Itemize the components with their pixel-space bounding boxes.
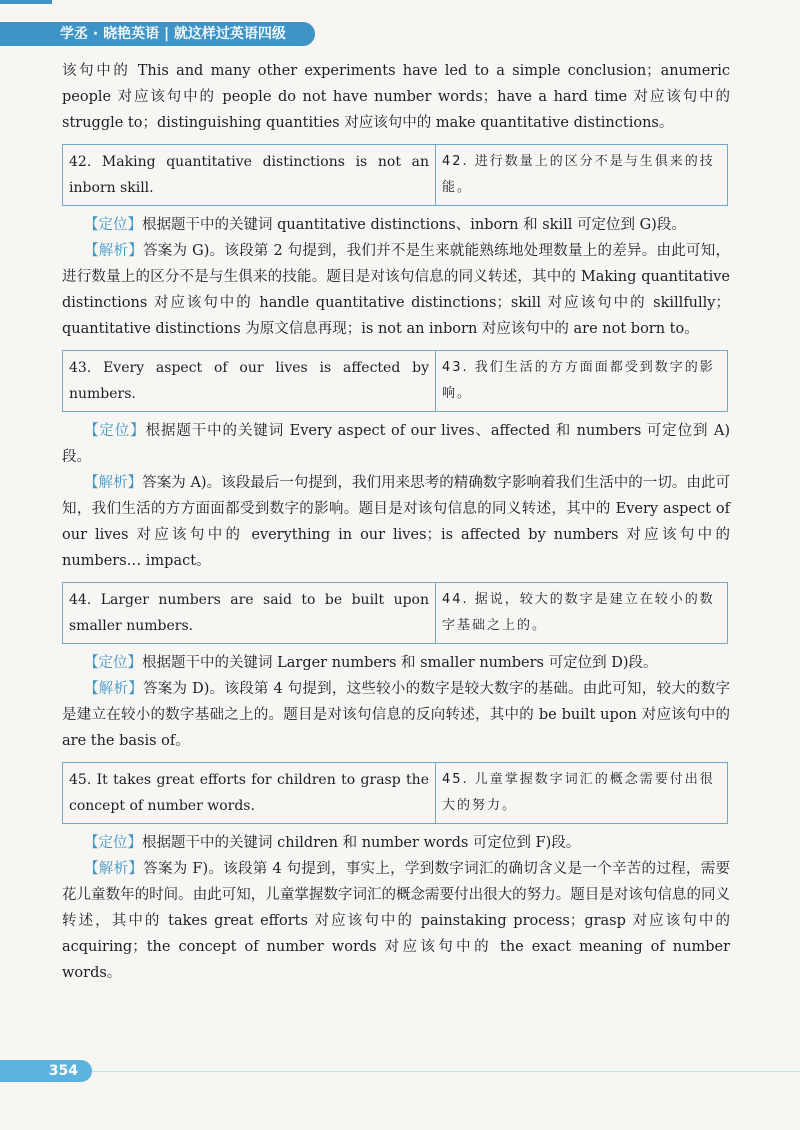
- intro-paragraph: 该句中的 This and many other experiments have led to a simple conclusion；anumeric people 对应该句中的 people do not have number words；have a hard time 对应该句中的 struggle to；distinguishing quantities 对应该句中的 make quantitative distinctions。: [62, 63, 730, 131]
- locate-text: 根据题干中的关键词 Every aspect of our lives、affected 和 numbers 可定位到 A)段。: [62, 423, 730, 465]
- analysis-tag: 【解析】: [84, 861, 144, 877]
- header-accent-tick: [0, 0, 52, 4]
- locate-text: 根据题干中的关键词 quantitative distinctions、inborn 和 skill 可定位到 G)段。: [142, 217, 686, 233]
- locate-paragraph: [62, 212, 730, 238]
- question-chinese: 43. 我们生活的方方面面都受到数字的影响。: [436, 351, 728, 412]
- question-english: 45. It takes great efforts for children to grasp the concept of number words.: [63, 763, 436, 824]
- running-header: [0, 22, 315, 46]
- analysis-text: 答案为 F)。该段第 4 句提到，事实上，学到数字词汇的确切含义是一个辛苦的过程，需要花儿童数年的时间。由此可知，儿童掌握数字词汇的概念需要付出很大的努力。题目是对该句信息的同义转述，其中的 takes great efforts 对应该句中的 painstaking process；grasp 对应该句中的 acquiring；the concept of number words 对应该句中的 the exact meaning of number words。: [62, 861, 730, 981]
- question-english: 44. Larger numbers are said to be built upon smaller numbers.: [63, 583, 436, 644]
- analysis-tag: 【解析】: [84, 243, 144, 259]
- page-content: [62, 58, 730, 986]
- footer-divider: [0, 1071, 800, 1072]
- analysis-paragraph: [62, 676, 730, 754]
- question-english: 42. Making quantitative distinctions is not an inborn skill.: [63, 145, 436, 206]
- analysis-paragraph: [62, 238, 730, 342]
- page-number: 354: [48, 1063, 78, 1079]
- question-table-43: [62, 350, 728, 412]
- question-chinese: 45. 儿童掌握数字词汇的概念需要付出很大的努力。: [436, 763, 728, 824]
- locate-tag: 【定位】: [84, 655, 142, 671]
- analysis-tag: 【解析】: [84, 681, 144, 697]
- question-chinese: 42. 进行数量上的区分不是与生俱来的技能。: [436, 145, 728, 206]
- analysis-tag: 【解析】: [84, 475, 143, 491]
- question-table-44: [62, 582, 728, 644]
- locate-paragraph: [62, 650, 730, 676]
- locate-tag: 【定位】: [84, 217, 142, 233]
- page-number-badge: [0, 1060, 92, 1082]
- analysis-text: 答案为 A)。该段最后一句提到，我们用来思考的精确数字影响着我们生活中的一切。由此可知，我们生活的方方面面都受到数字的影响。题目是对该句信息的同义转述，其中的 Every aspect of our lives 对应该句中的 everything in our lives；is affected by numbers 对应该句中的 numbers… impact。: [62, 475, 731, 569]
- locate-paragraph: [62, 418, 730, 470]
- analysis-text: 答案为 D)。该段第 4 句提到，这些较小的数字是较大数字的基础。由此可知，较大的数字是建立在较小的数字基础之上的。题目是对该句信息的反向转述，其中的 be built upon 对应该句中的 are the basis of。: [62, 681, 730, 749]
- analysis-paragraph: [62, 470, 730, 574]
- locate-text: 根据题干中的关键词 Larger numbers 和 smaller numbers 可定位到 D)段。: [142, 655, 658, 671]
- question-table-42: [62, 144, 728, 206]
- locate-text: 根据题干中的关键词 children 和 number words 可定位到 F)段。: [142, 835, 581, 851]
- question-english: 43. Every aspect of our lives is affected by numbers.: [63, 351, 436, 412]
- analysis-paragraph: [62, 856, 730, 986]
- question-chinese: 44. 据说，较大的数字是建立在较小的数字基础之上的。: [436, 583, 728, 644]
- locate-tag: 【定位】: [84, 835, 142, 851]
- analysis-text: 答案为 G)。该段第 2 句提到，我们并不是生来就能熟练地处理数量上的差异。由此可知，进行数量上的区分不是与生俱来的技能。题目是对该句信息的同义转述，其中的 Making quantitative distinctions 对应该句中的 handle quantitative distinctions；skill 对应该句中的 skillfully；quantitative distinctions 为原文信息再现；is not an inborn 对应该句中的 are not born to。: [62, 243, 731, 337]
- locate-tag: 【定位】: [84, 423, 146, 439]
- question-table-45: [62, 762, 728, 824]
- locate-paragraph: [62, 830, 730, 856]
- running-header-title: 学丞 · 晓艳英语 | 就这样过英语四级: [60, 26, 286, 42]
